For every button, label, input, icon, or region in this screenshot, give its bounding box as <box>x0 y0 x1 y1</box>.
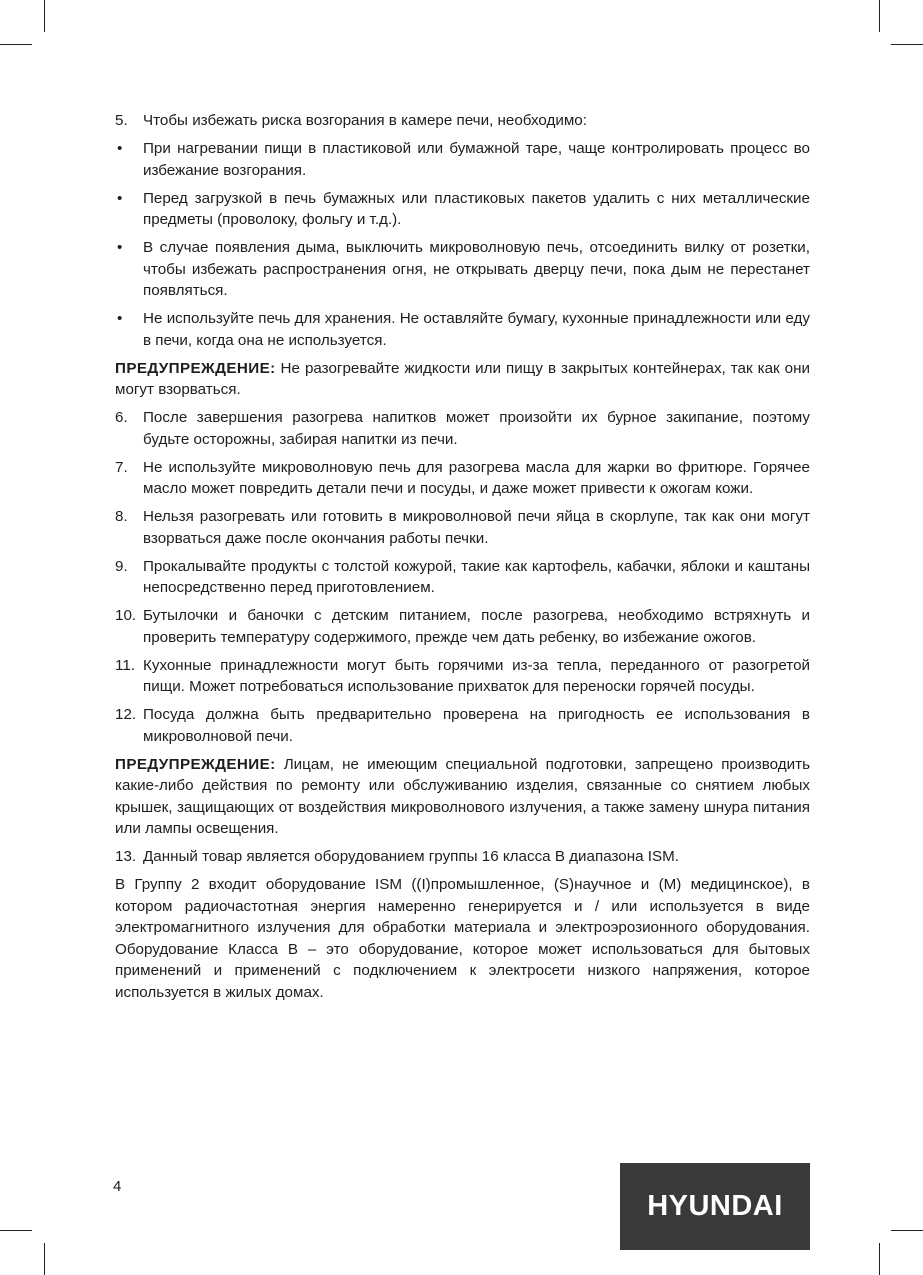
item-text: Кухонные принадлежности могут быть горячими из-за тепла, переданного от разогретой пищи. Может потребоваться использование прихваток для переноски горячей посуды. <box>143 656 810 695</box>
list-item <box>115 704 810 747</box>
item-number: 12. <box>115 706 137 723</box>
bullet-text: Не используйте печь для хранения. Не оставляйте бумагу, кухонные принадлежности или еду в печи, когда она не используется. <box>143 310 810 349</box>
bullet-icon: • <box>117 310 123 327</box>
ism-paragraph: В Группу 2 входит оборудование ISM ((I)промышленное, (S)научное и (M) медицинское), в котором радиочастотная энергия намеренно генерируется и / или используется в виде электромагнитного излучения для обработки материала и электроэрозионного оборудования. Оборудование Класса В – это оборудование, которое может использоваться для бытовых применений и применений с подключением к электросети низкого напряжения, которое используется в жилых домах. <box>115 876 810 1001</box>
warning-label: ПРЕДУПРЕЖДЕНИЕ: <box>115 359 276 377</box>
warning-text: Лицам, не имеющим специальной подготовки, запрещено производить какие-либо действия по ремонту или обслуживанию изделия, связанные со снятием любых крышек, защищающих от воздействия микроволнового излучения, а также замену шнура питания или лампы освещения. <box>115 755 810 837</box>
bullet-item <box>115 188 810 231</box>
item-number: 10. <box>115 607 137 624</box>
page-number: 4 <box>113 1178 122 1195</box>
list-item <box>115 655 810 698</box>
item-text: Бутылочки и баночки с детским питанием, после разогрева, необходимо встряхнуть и проверить температуру содержимого, прежде чем дать ребенку, во избежание ожогов. <box>143 607 810 646</box>
warning-label: ПРЕДУПРЕЖДЕНИЕ: <box>115 755 276 773</box>
item-number: 11. <box>115 656 135 674</box>
bullet-text: В случае появления дыма, выключить микроволновую печь, отсоединить вилку от розетки, чтобы избежать распространения огня, не открывать дверцу печи, пока дым не перестанет появляться. <box>143 239 810 299</box>
warning-paragraph <box>115 358 810 401</box>
list-item <box>115 457 810 500</box>
crop-mark <box>44 0 45 32</box>
item-number: 13. <box>115 848 137 865</box>
crop-mark <box>0 44 32 45</box>
crop-mark <box>879 0 880 32</box>
item-number: 5. <box>115 112 128 129</box>
item-number: 8. <box>115 508 128 525</box>
crop-mark <box>44 1243 45 1275</box>
brand-logo: HYUNDAI <box>620 1163 810 1250</box>
warning-text: Не разогревайте жидкости или пищу в закрытых контейнерах, так как они могут взорваться. <box>115 359 810 398</box>
item-text: Не используйте микроволновую печь для разогрева масла для жарки во фритюре. Горячее масло может повредить детали печи и посуды, и даже может привести к ожогам кожи. <box>143 458 810 497</box>
list-item <box>115 846 810 868</box>
crop-mark <box>891 44 923 45</box>
item-text: Посуда должна быть предварительно проверена на пригодность ее использования в микроволновой печи. <box>143 706 810 745</box>
bullet-icon: • <box>117 189 123 207</box>
list-item <box>115 605 810 648</box>
item-number: 9. <box>115 557 128 575</box>
bullet-icon: • <box>117 239 123 256</box>
item-number: 7. <box>115 458 128 476</box>
bullet-text: При нагревании пищи в пластиковой или бумажной таре, чаще контролировать процесс во избежание возгорания. <box>143 140 810 179</box>
item-text: Нельзя разогревать или готовить в микроволновой печи яйца в скорлупе, так как они могут взорваться даже после окончания работы печки. <box>143 508 810 547</box>
item-text: Данный товар является оборудованием группы 16 класса B диапазона ISM. <box>143 848 679 865</box>
bullet-item <box>115 237 810 302</box>
list-item <box>115 110 810 132</box>
item-number: 6. <box>115 409 128 426</box>
bullet-text: Перед загрузкой в печь бумажных или пластиковых пакетов удалить с них металлические предметы (проволоку, фольгу и т.д.). <box>143 189 810 228</box>
bullet-item <box>115 138 810 181</box>
list-item <box>115 506 810 549</box>
bullet-item <box>115 308 810 351</box>
item-text: После завершения разогрева напитков может произойти их бурное закипание, поэтому будьте осторожны, забирая напитки из печи. <box>143 409 810 448</box>
list-item <box>115 556 810 599</box>
page-content <box>115 110 810 1010</box>
crop-mark <box>891 1230 923 1231</box>
crop-mark <box>0 1230 32 1231</box>
warning-paragraph <box>115 754 810 840</box>
crop-mark <box>879 1243 880 1275</box>
bullet-icon: • <box>117 140 123 157</box>
item-text: Прокалывайте продукты с толстой кожурой, такие как картофель, кабачки, яблоки и каштаны непосредственно перед приготовлением. <box>143 557 810 596</box>
item-text: Чтобы избежать риска возгорания в камере печи, необходимо: <box>143 112 587 129</box>
list-item <box>115 407 810 450</box>
